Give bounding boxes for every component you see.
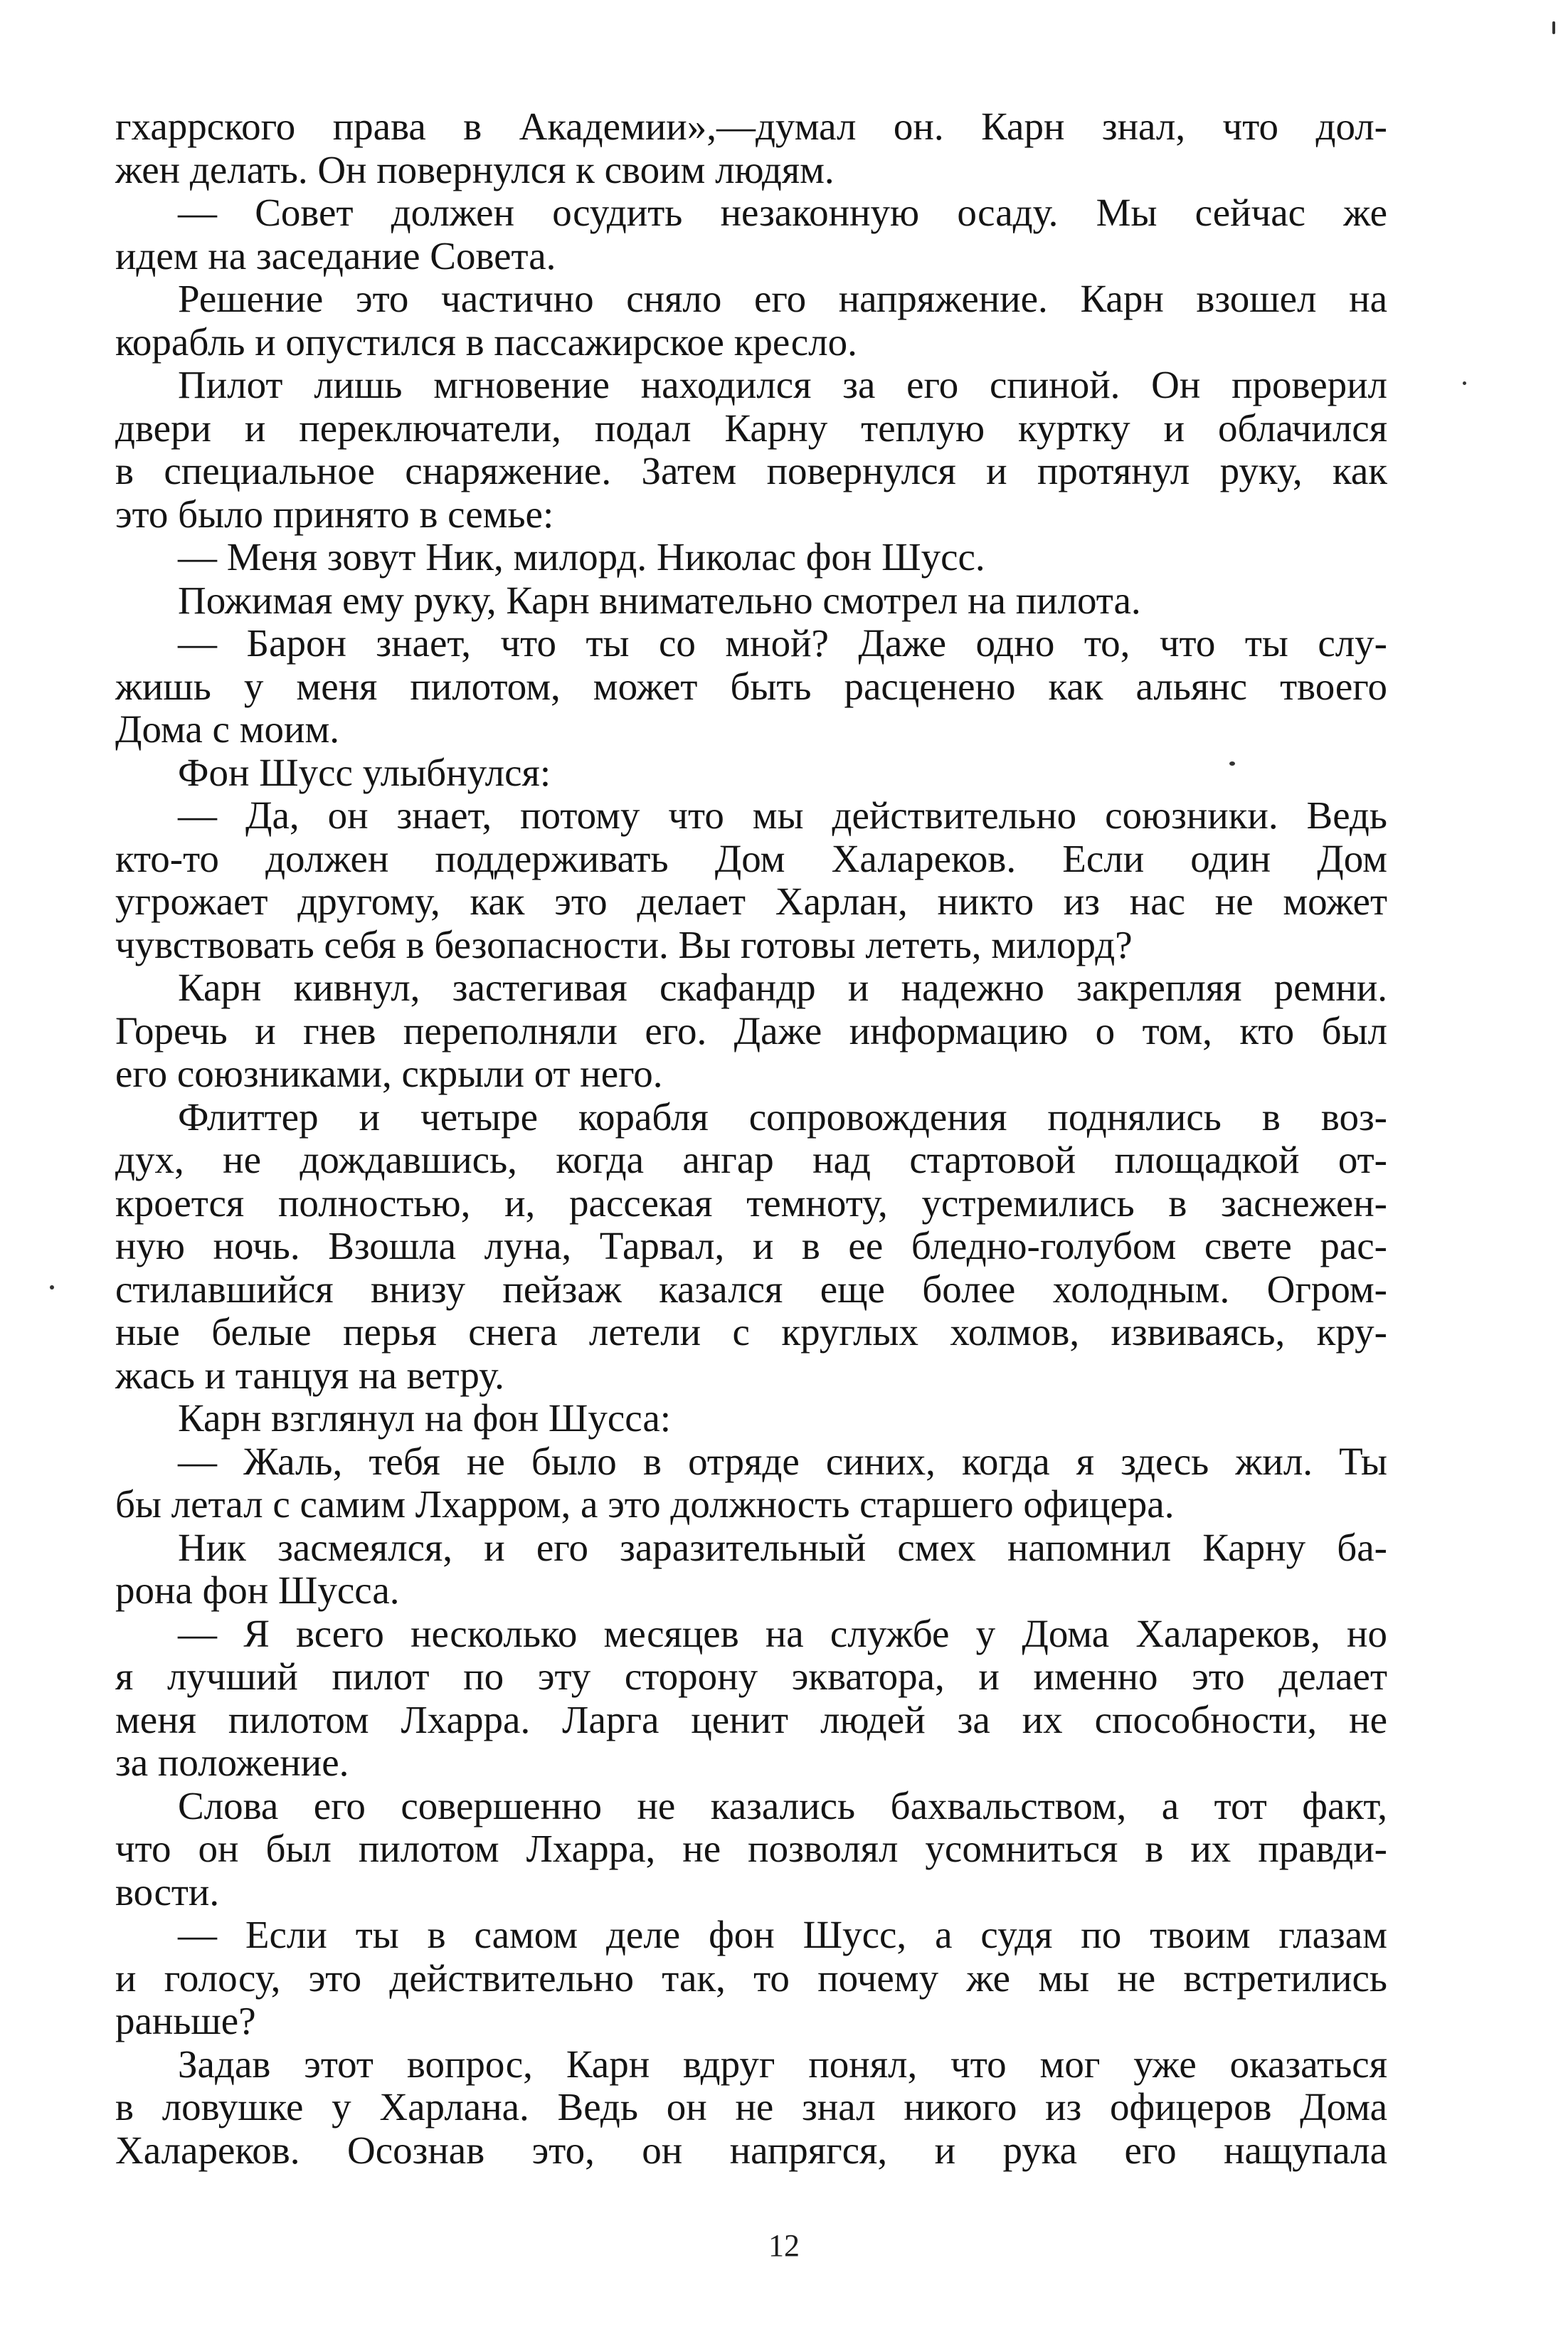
- text-line: ную ночь. Взошла луна, Тарвал, и в ее бледно-голубом свете рас-: [115, 1224, 1387, 1267]
- text-line: угрожает другому, как это делает Харлан, никто из нас не может: [115, 880, 1387, 923]
- text-line: Халареков. Осознав это, он напрягся, и рука его нащупала: [115, 2128, 1387, 2172]
- text-line: Горечь и гнев переполняли его. Даже информацию о том, кто был: [115, 1008, 1387, 1053]
- text-line: — Меня зовут Ник, милорд. Николас фон Шусс.: [178, 535, 985, 579]
- text-line: ные белые перья снега летели с круглых холмов, извиваясь, кру-: [115, 1310, 1387, 1354]
- paragraph: [115, 536, 1387, 579]
- paragraph: [115, 278, 1387, 364]
- paragraph: [115, 794, 1387, 966]
- scan-speck: [1229, 761, 1235, 766]
- paragraph: [115, 105, 1387, 191]
- text-line: гхаррского права в Академии»,—думал он. Карн знал, что дол-: [115, 105, 1387, 148]
- text-line: Ник засмеялся, и его заразительный смех напомнил Карну ба-: [178, 1525, 1387, 1569]
- book-page-text: [115, 105, 1387, 2172]
- text-line: Слова его совершенно не казались бахвальством, а тот факт,: [178, 1783, 1387, 1827]
- text-line: его союзниками, скрыли от него.: [115, 1052, 663, 1095]
- page-number: 12: [768, 2228, 800, 2263]
- paragraph: [115, 1096, 1387, 1398]
- paragraph: [115, 1397, 1387, 1440]
- text-line: — Барон знает, что ты со мной? Даже одно то, что ты слу-: [178, 621, 1387, 665]
- text-line: это было принято в семье:: [115, 492, 554, 536]
- text-line: кто-то должен поддерживать Дом Халареков. Если один Дом: [115, 836, 1387, 880]
- text-line: — Жаль, тебя не было в отряде синих, когда я здесь жил. Ты: [178, 1439, 1387, 1483]
- scan-speck: [1463, 381, 1466, 385]
- text-line: Решение это частично сняло его напряжение. Карн взошел на: [178, 277, 1387, 320]
- text-line: стилавшийся внизу пейзаж казался еще более холодным. Огром-: [115, 1267, 1387, 1311]
- text-line: и голосу, это действительно так, то почему же мы не встретились: [115, 1956, 1387, 2000]
- scan-speck: [50, 1285, 54, 1289]
- text-line: жась и танцуя на ветру.: [115, 1353, 504, 1397]
- text-line: Пилот лишь мгновение находился за его спиной. Он проверил: [178, 363, 1387, 406]
- text-line: в специальное снаряжение. Затем повернулся и протянул руку, как: [115, 449, 1387, 492]
- text-line: идем на заседание Совета.: [115, 233, 556, 278]
- text-line: вости.: [115, 1869, 220, 1914]
- paragraph: [115, 1785, 1387, 1914]
- text-line: бы летал с самим Лхарром, а это должность старшего офицера.: [115, 1482, 1175, 1526]
- paragraph: [115, 1526, 1387, 1613]
- text-line: Флиттер и четыре корабля сопровождения поднялись в воз-: [178, 1094, 1387, 1139]
- text-line: дух, не дождавшись, когда ангар над стартовой площадкой от-: [115, 1138, 1387, 1181]
- text-line: Фон Шусс улыбнулся:: [178, 750, 551, 794]
- paragraph: [115, 966, 1387, 1096]
- scan-speck: [1552, 21, 1555, 34]
- paragraph: [115, 1914, 1387, 2043]
- text-line: раньше?: [115, 1999, 256, 2042]
- paragraph: [115, 751, 1387, 795]
- text-line: что он был пилотом Лхарра, не позволял усомниться в их правди-: [115, 1827, 1387, 1870]
- text-line: Задав этот вопрос, Карн вдруг понял, что мог уже оказаться: [178, 2042, 1387, 2086]
- text-line: кроется полностью, и, рассекая темноту, устремились в заснежен-: [115, 1181, 1387, 1225]
- paragraph: [115, 191, 1387, 278]
- text-line: Карн кивнул, застегивая скафандр и надежно закрепляя ремни.: [178, 966, 1387, 1009]
- text-line: я лучший пилот по эту сторону экватора, и именно это делает: [115, 1655, 1387, 1698]
- text-line: корабль и опустился в пассажирское кресло.: [115, 320, 857, 364]
- text-line: — Да, он знает, потому что мы действительно союзники. Ведь: [178, 793, 1387, 837]
- text-line: рона фон Шусса.: [115, 1568, 400, 1612]
- text-line: чувствовать себя в безопасности. Вы готовы лететь, милорд?: [115, 922, 1133, 966]
- text-line: — Я всего несколько месяцев на службе у Дома Халареков, но: [178, 1611, 1387, 1655]
- paragraph: [115, 1440, 1387, 1526]
- text-line: — Если ты в самом деле фон Шусс, а судя по твоим глазам: [178, 1913, 1387, 1956]
- text-line: Карн взглянул на фон Шусса:: [178, 1396, 672, 1440]
- paragraph: [115, 622, 1387, 751]
- paragraph: [115, 2043, 1387, 2173]
- text-line: Дома с моим.: [115, 707, 340, 751]
- text-line: двери и переключатели, подал Карну теплую куртку и облачился: [115, 406, 1387, 450]
- paragraph: [115, 579, 1387, 623]
- text-line: Пожимая ему руку, Карн внимательно смотрел на пилота.: [178, 578, 1141, 622]
- text-line: в ловушке у Харлана. Ведь он не знал никого из офицеров Дома: [115, 2085, 1387, 2129]
- paragraph: [115, 364, 1387, 536]
- text-line: жишь у меня пилотом, может быть расценено как альянс твоего: [115, 664, 1387, 708]
- text-line: — Совет должен осудить незаконную осаду. Мы сейчас же: [178, 191, 1387, 234]
- text-line: за положение.: [115, 1741, 349, 1784]
- text-line: меня пилотом Лхарра. Ларга ценит людей за их способности, не: [115, 1697, 1387, 1741]
- text-line: жен делать. Он повернулся к своим людям.: [115, 147, 835, 191]
- paragraph: [115, 1613, 1387, 1785]
